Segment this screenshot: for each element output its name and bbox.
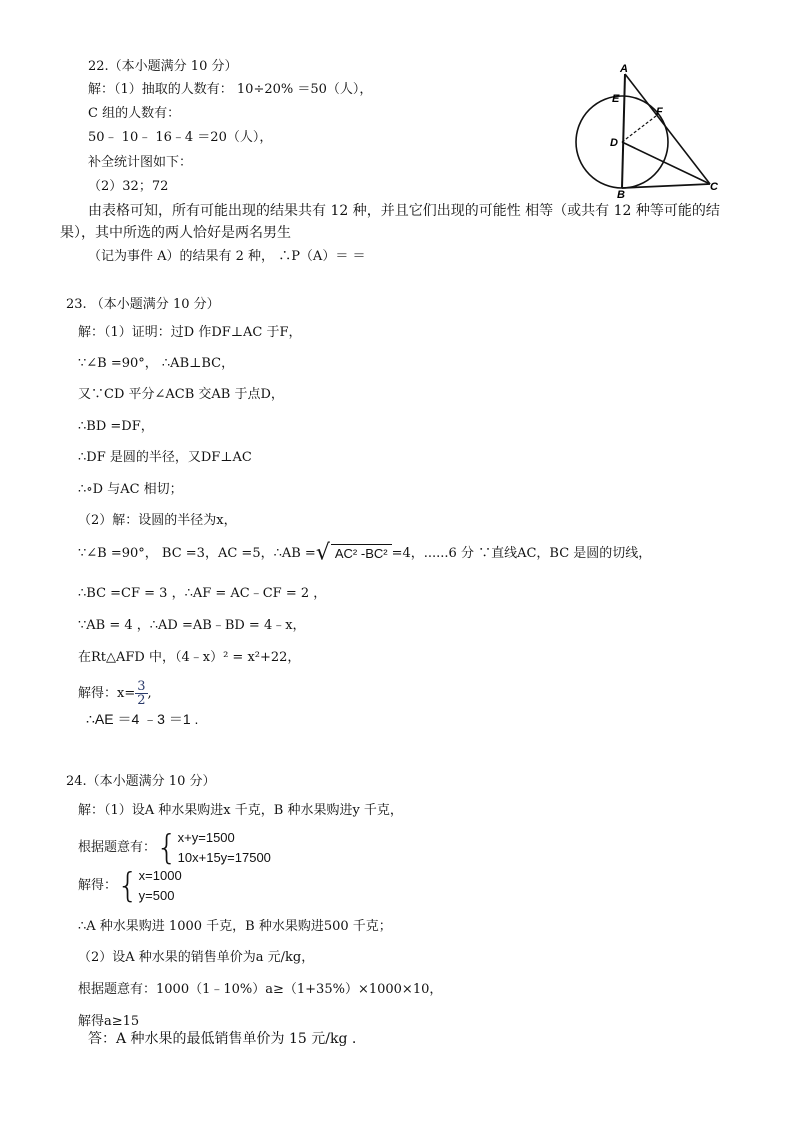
equation-system-1	[178, 828, 271, 868]
q23-line-12-end: ,	[147, 686, 152, 701]
fraction-3-2	[135, 680, 147, 707]
q24-line-7: 解得a≥15	[78, 1014, 140, 1029]
label-d: D	[610, 137, 618, 149]
sqrt-sign: √	[315, 540, 330, 566]
equation-1a: x+y=1500	[177, 830, 235, 845]
equation-2a: x=1000	[138, 868, 182, 883]
equation-2b: y=500	[138, 888, 175, 903]
q23-line-6: ∴∘D 与AC 相切；	[78, 482, 183, 497]
equation-system-2	[139, 866, 182, 906]
q22-line-3: 50﹣ 10﹣ 16﹣4 ＝20（人），	[88, 130, 273, 145]
segment-ac	[625, 74, 710, 184]
q22-header: 22.（本小题满分 10 分）	[88, 59, 238, 74]
q23-line-10: ∵AB = 4 ，∴AD =AB﹣BD = 4﹣x，	[78, 618, 306, 633]
q23-line-11: 在Rt△AFD 中，（4﹣x）² = x²+22，	[78, 650, 301, 665]
q23-line-12	[78, 680, 152, 707]
q24-line-5: （2）设A 种水果的销售单价为a 元/kg，	[78, 950, 315, 965]
q23-line-8-start: ∵∠B =90°， BC =3，AC =5，∴AB =	[78, 546, 316, 561]
q23-line-7: （2）解：设圆的半径为x，	[78, 513, 237, 528]
label-c: C	[710, 181, 718, 193]
q22-line-6: 由表格可知，所有可能出现的结果共有 12 种，并且它们出现的可能性 相等（或共有 12 种等可能的结	[88, 203, 720, 219]
q23-line-1: 解：（1）证明：过D 作DF⊥AC 于F，	[78, 325, 302, 340]
label-b: B	[617, 189, 625, 200]
q23-line-5: ∴DF 是圆的半径，又DF⊥AC	[78, 450, 252, 465]
segment-df	[622, 116, 656, 142]
q23-line-12-start: 解得：x=	[78, 686, 136, 701]
q22-line-1: 解：（1）抽取的人数有： 10÷20% ＝50（人），	[88, 82, 373, 97]
q23-line-2: ∵∠B =90°， ∴AB⊥BC，	[78, 356, 235, 371]
q22-line-8: （记为事件 A）的结果有 2 种， ∴P（A）＝ ＝	[88, 249, 366, 264]
q23-line-8	[78, 540, 652, 566]
segment-dc	[622, 142, 710, 184]
q24-line-3	[78, 866, 182, 910]
q24-line-3-label: 解得：	[78, 878, 118, 893]
q24-line-8: 答：A 种水果的最低销售单价为 15 元/kg .	[88, 1031, 357, 1047]
q23-line-13: ∴AE ＝4 ﹣3 ＝1 .	[86, 711, 199, 727]
q24-header: 24.（本小题满分 10 分）	[66, 774, 216, 789]
q23-header: 23. （本小题满分 10 分）	[66, 297, 220, 312]
q24-line-6: 根据题意有：1000（1﹣10%）a≥（1+35%）×1000×10，	[78, 982, 443, 997]
q22-line-2: C 组的人数有：	[88, 106, 181, 121]
label-a: A	[620, 63, 628, 75]
sqrt-radicand: AC² -BC²	[331, 544, 392, 563]
q23-line-3: 又∵CD 平分∠ACB 交AB 于点D，	[78, 387, 284, 402]
q23-line-8-end: =4，......6 分 ∵直线AC，BC 是圆的切线，	[391, 546, 652, 561]
q23-line-9: ∴BC =CF = 3 ，∴AF = AC﹣CF = 2 ，	[78, 586, 327, 601]
fraction-numerator: 3	[137, 679, 146, 694]
system-brace-2: {	[117, 866, 139, 906]
label-f: F	[656, 106, 663, 118]
q24-line-1: 解：（1）设A 种水果购进x 千克，B 种水果购进y 千克，	[78, 803, 403, 818]
system-brace-1: {	[156, 828, 178, 868]
q22-line-7: 果），其中所选的两人恰好是两名男生	[60, 225, 291, 241]
q22-line-5: （2）32；72	[88, 179, 169, 194]
equation-1b: 10x+15y=17500	[177, 850, 271, 865]
q24-line-4: ∴A 种水果购进 1000 千克，B 种水果购进500 千克；	[78, 919, 392, 934]
q24-line-2-label: 根据题意有：	[78, 840, 157, 855]
q23-line-4: ∴BD =DF，	[78, 419, 154, 434]
segment-ab	[622, 74, 625, 188]
geometry-figure	[570, 60, 730, 200]
fraction-denominator: 2	[137, 693, 146, 708]
q22-line-4: 补全统计图如下：	[88, 155, 193, 170]
label-e: E	[612, 93, 620, 105]
